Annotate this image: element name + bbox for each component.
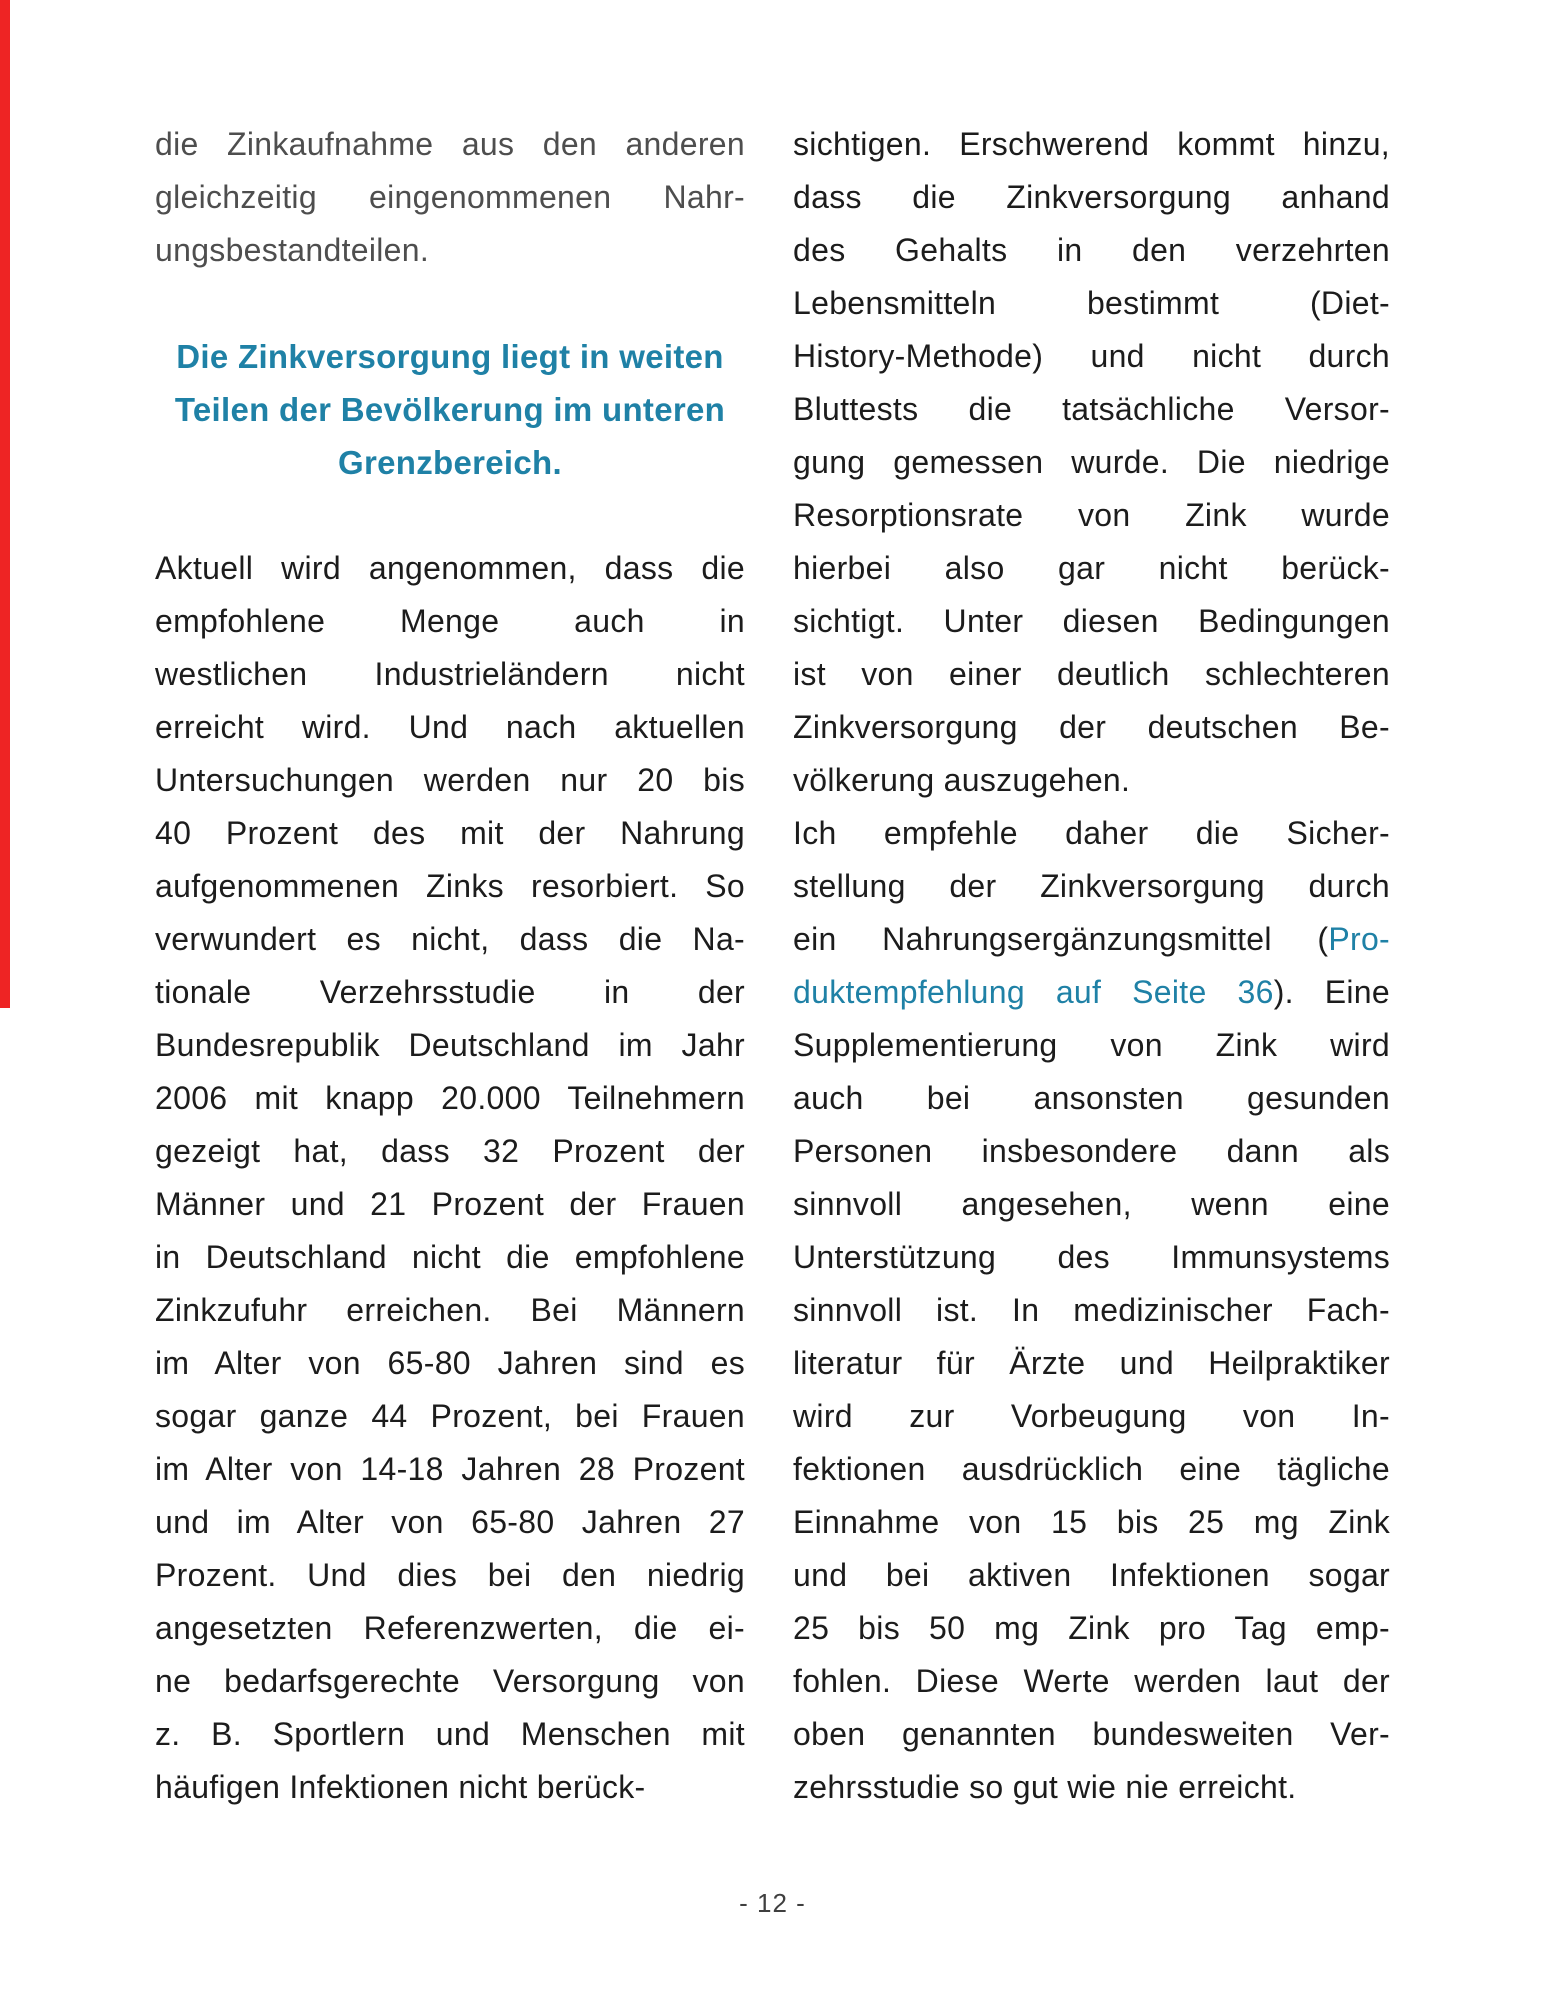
text-line xyxy=(793,860,1390,913)
text-line xyxy=(793,1655,1390,1708)
text-segment: gleichzeitig eingenommenen Nahr- xyxy=(155,179,745,215)
text-segment: 40 Prozent des mit der Nahrung xyxy=(155,815,745,851)
text-segment: 25 bis 50 mg Zink pro Tag emp- xyxy=(793,1610,1390,1646)
text-segment: sogar ganze 44 Prozent, bei Frauen xyxy=(155,1398,745,1434)
text-line xyxy=(793,542,1390,595)
text-line xyxy=(155,1019,745,1072)
text-line xyxy=(155,1655,745,1708)
text-segment: gung gemessen wurde. Die niedrige xyxy=(793,444,1390,480)
text-segment: westlichen Industrieländern nicht xyxy=(155,656,745,692)
text-line xyxy=(793,966,1390,1019)
text-line xyxy=(793,754,1390,807)
text-line xyxy=(155,648,745,701)
text-line xyxy=(155,701,745,754)
text-segment: Resorptionsrate von Zink wurde xyxy=(793,497,1390,533)
text-segment: gezeigt hat, dass 32 Prozent der xyxy=(155,1133,745,1169)
text-line xyxy=(155,1496,745,1549)
text-segment: tionale Verzehrsstudie in der xyxy=(155,974,745,1010)
text-line xyxy=(793,171,1390,224)
paragraph xyxy=(793,118,1390,807)
text-line xyxy=(155,1390,745,1443)
paragraph xyxy=(155,542,745,1814)
text-segment: Unterstützung des Immunsystems xyxy=(793,1239,1390,1275)
text-line xyxy=(793,1761,1390,1814)
text-segment: Zinkversorgung der deutschen Be- xyxy=(793,709,1390,745)
text-segment: Grenzbereich. xyxy=(338,444,562,481)
text-segment: Aktuell wird angenommen, dass die xyxy=(155,550,745,586)
text-segment: und bei aktiven Infektionen sogar xyxy=(793,1557,1390,1593)
text-line xyxy=(793,1496,1390,1549)
text-line xyxy=(155,807,745,860)
text-segment: hierbei also gar nicht berück- xyxy=(793,550,1390,586)
text-line xyxy=(793,1125,1390,1178)
section-heading-line xyxy=(155,383,745,436)
text-line xyxy=(155,1231,745,1284)
text-line xyxy=(793,383,1390,436)
text-line xyxy=(155,1337,745,1390)
text-segment: im Alter von 65-80 Jahren sind es xyxy=(155,1345,745,1381)
text-line xyxy=(155,913,745,966)
text-segment: sichtigen. Erschwerend kommt hinzu, xyxy=(793,126,1390,162)
text-segment: dass die Zinkversorgung anhand xyxy=(793,179,1390,215)
text-segment: z. B. Sportlern und Menschen mit xyxy=(155,1716,745,1752)
text-segment: und im Alter von 65-80 Jahren 27 xyxy=(155,1504,745,1540)
text-segment: verwundert es nicht, dass die Na- xyxy=(155,921,745,957)
text-segment: Prozent. Und dies bei den niedrig xyxy=(155,1557,745,1593)
left-text-column xyxy=(155,118,745,1814)
text-line xyxy=(793,1019,1390,1072)
text-line xyxy=(793,1602,1390,1655)
text-line xyxy=(793,224,1390,277)
right-text-column xyxy=(793,118,1390,1814)
text-line xyxy=(793,1443,1390,1496)
text-segment: völkerung auszugehen. xyxy=(793,762,1131,798)
text-segment: literatur für Ärzte und Heilpraktiker xyxy=(793,1345,1390,1381)
text-line xyxy=(793,1549,1390,1602)
text-line xyxy=(155,1549,745,1602)
text-line xyxy=(155,1072,745,1125)
text-segment: sichtigt. Unter diesen Bedingungen xyxy=(793,603,1390,639)
text-segment: empfohlene Menge auch in xyxy=(155,603,745,639)
text-segment: häufigen Infektionen nicht berück- xyxy=(155,1769,646,1805)
text-line xyxy=(793,1231,1390,1284)
text-segment: ungsbestandteilen. xyxy=(155,232,430,268)
text-line xyxy=(793,595,1390,648)
text-line xyxy=(155,1125,745,1178)
page-number: - 12 - xyxy=(739,1888,806,1918)
text-segment: wird zur Vorbeugung von In- xyxy=(793,1398,1390,1434)
text-segment: ist von einer deutlich schlechteren xyxy=(793,656,1390,692)
text-line xyxy=(155,542,745,595)
text-segment: sinnvoll angesehen, wenn eine xyxy=(793,1186,1390,1222)
text-segment: Teilen der Bevölkerung im unteren xyxy=(174,391,726,428)
text-line xyxy=(155,224,745,277)
section-heading-line xyxy=(155,330,745,383)
text-line xyxy=(793,1072,1390,1125)
text-line xyxy=(155,1761,745,1814)
text-segment: Die Zinkversorgung liegt in weiten xyxy=(176,338,724,375)
left-edge-accent-bar xyxy=(0,0,10,1008)
paragraph xyxy=(155,118,745,277)
text-segment: Bundesrepublik Deutschland im Jahr xyxy=(155,1027,745,1063)
text-segment: oben genannten bundesweiten Ver- xyxy=(793,1716,1390,1752)
text-line xyxy=(793,1284,1390,1337)
paragraph xyxy=(793,807,1390,1814)
text-segment: Bluttests die tatsächliche Versor- xyxy=(793,391,1390,427)
text-segment: erreicht wird. Und nach aktuellen xyxy=(155,709,745,745)
text-line xyxy=(793,1390,1390,1443)
text-segment: ein Nahrungsergänzungsmittel ( xyxy=(793,921,1329,957)
text-segment: Männer und 21 Prozent der Frauen xyxy=(155,1186,745,1222)
text-line xyxy=(793,277,1390,330)
text-line xyxy=(155,1708,745,1761)
text-line xyxy=(793,648,1390,701)
text-line xyxy=(793,701,1390,754)
text-line xyxy=(155,1284,745,1337)
text-segment: Untersuchungen werden nur 20 bis xyxy=(155,762,745,798)
text-line xyxy=(155,754,745,807)
text-line xyxy=(155,1602,745,1655)
text-line xyxy=(793,807,1390,860)
section-heading xyxy=(155,330,745,489)
section-heading-line xyxy=(155,436,745,489)
text-segment: History-Methode) und nicht durch xyxy=(793,338,1390,374)
text-line xyxy=(155,1443,745,1496)
text-segment: sinnvoll ist. In medizinischer Fach- xyxy=(793,1292,1390,1328)
text-line xyxy=(793,1337,1390,1390)
text-segment: zehrsstudie so gut wie nie erreicht. xyxy=(793,1769,1297,1805)
text-segment: Zinkzufuhr erreichen. Bei Männern xyxy=(155,1292,745,1328)
text-line xyxy=(793,913,1390,966)
text-segment: Lebensmitteln bestimmt (Diet- xyxy=(793,285,1390,321)
text-line xyxy=(155,860,745,913)
text-line xyxy=(793,118,1390,171)
text-line xyxy=(793,1708,1390,1761)
text-line xyxy=(793,436,1390,489)
text-segment: auch bei ansonsten gesunden xyxy=(793,1080,1390,1116)
text-line xyxy=(793,489,1390,542)
text-segment: fektionen ausdrücklich eine tägliche xyxy=(793,1451,1390,1487)
text-segment: 2006 mit knapp 20.000 Teilnehmern xyxy=(155,1080,745,1116)
text-line xyxy=(155,171,745,224)
text-segment: die Zinkaufnahme aus den anderen xyxy=(155,126,745,162)
text-segment: fohlen. Diese Werte werden laut der xyxy=(793,1663,1390,1699)
text-segment: des Gehalts in den verzehrten xyxy=(793,232,1390,268)
text-segment: ne bedarfsgerechte Versorgung von xyxy=(155,1663,745,1699)
text-line xyxy=(155,966,745,1019)
product-recommendation-link[interactable]: Pro- xyxy=(1328,921,1390,957)
text-segment: stellung der Zinkversorgung durch xyxy=(793,868,1390,904)
text-segment: in Deutschland nicht die empfohlene xyxy=(155,1239,745,1275)
text-line xyxy=(155,595,745,648)
text-segment: im Alter von 14-18 Jahren 28 Prozent xyxy=(155,1451,745,1487)
text-segment: ). Eine xyxy=(1273,974,1390,1010)
text-segment: aufgenommenen Zinks resorbiert. So xyxy=(155,868,745,904)
text-segment: Supplementierung von Zink wird xyxy=(793,1027,1390,1063)
text-line xyxy=(793,1178,1390,1231)
text-segment: Ich empfehle daher die Sicher- xyxy=(793,815,1390,851)
text-segment: angesetzten Referenzwerten, die ei- xyxy=(155,1610,745,1646)
text-segment: Einnahme von 15 bis 25 mg Zink xyxy=(793,1504,1390,1540)
text-line xyxy=(155,1178,745,1231)
text-line xyxy=(155,118,745,171)
text-line xyxy=(793,330,1390,383)
product-recommendation-link[interactable]: duktempfehlung auf Seite 36 xyxy=(793,974,1274,1010)
text-segment: Personen insbesondere dann als xyxy=(793,1133,1390,1169)
